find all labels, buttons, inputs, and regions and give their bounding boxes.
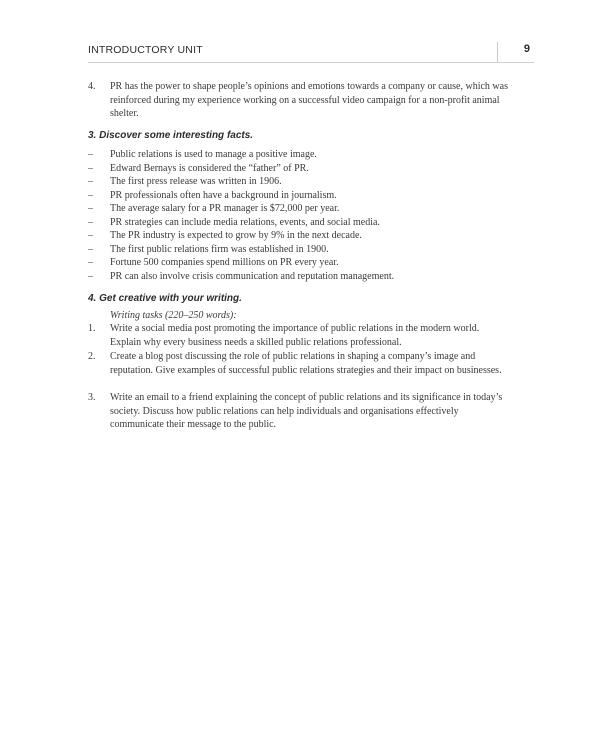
fact-text: PR can also involve crisis communication and reputation management. — [110, 270, 395, 282]
item-number: 4. — [88, 81, 96, 92]
page-number: 9 — [523, 43, 530, 55]
intro-list-item — [88, 80, 508, 122]
section-heading-facts: 3. Discover some interesting facts. — [88, 130, 254, 141]
bullet-dash: – — [88, 270, 93, 282]
task-number: 1. — [88, 323, 96, 334]
writing-tasks-label: Writing tasks (220–250 words): — [110, 310, 237, 321]
fact-text: The first public relations firm was established in 1900. — [110, 243, 329, 255]
bullet-dash: – — [88, 257, 93, 268]
task-text: Create a blog post discussing the role of public relations in shaping a company’s image and reputation. Give examples of successful public relations strategies and their impact on businesses. — [110, 351, 502, 376]
task-number: 3. — [88, 392, 96, 403]
bullet-dash: – — [88, 189, 93, 201]
task-text: Write an email to a friend explaining the concept of public relations and its significance in today’s society. Discuss how public relations can help individuals and organisations effectively communicate their message to the public. — [110, 392, 503, 430]
fact-item — [88, 148, 508, 161]
page-header — [88, 42, 534, 63]
fact-item — [88, 202, 508, 215]
bullet-dash: – — [88, 230, 93, 241]
bullet-dash: – — [88, 176, 93, 187]
bullet-dash: – — [88, 162, 93, 174]
fact-text: The first press release was written in 1906. — [110, 176, 282, 187]
writing-task-item — [88, 391, 508, 433]
fact-text: The PR industry is expected to grow by 9% in the next decade. — [110, 230, 362, 241]
fact-text: Fortune 500 companies spend millions on PR every year. — [110, 257, 339, 268]
header-divider — [497, 42, 498, 62]
fact-item — [88, 175, 508, 188]
bullet-dash: – — [88, 149, 93, 160]
fact-item — [88, 243, 508, 256]
bullet-dash: – — [88, 216, 93, 228]
writing-task-item — [88, 322, 508, 350]
fact-text: The average salary for a PR manager is $72,000 per year. — [110, 203, 340, 214]
fact-text: PR professionals often have a background in journalism. — [110, 189, 337, 201]
bullet-dash: – — [88, 203, 93, 214]
fact-text: Public relations is used to manage a positive image. — [110, 149, 317, 160]
writing-task-item — [88, 350, 508, 392]
fact-text: PR strategies can include media relations, events, and social media. — [110, 216, 380, 228]
item-text: PR has the power to shape people’s opinions and emotions towards a company or cause, which was reinforced during my experience working on a successful video campaign for a non-profit animal shelter. — [110, 81, 508, 119]
unit-title: INTRODUCTORY UNIT — [88, 44, 203, 56]
fact-item — [88, 162, 508, 175]
section-heading-writing: 4. Get creative with your writing. — [88, 293, 242, 304]
fact-item — [88, 189, 508, 202]
bullet-dash: – — [88, 243, 93, 255]
task-text: Write a social media post promoting the importance of public relations in the modern world. Explain why every business needs a skilled public relations professional. — [110, 323, 480, 348]
fact-item — [88, 229, 508, 242]
task-number: 2. — [88, 351, 96, 362]
fact-text: Edward Bernays is considered the “father” of PR. — [110, 162, 309, 174]
fact-item — [88, 216, 508, 229]
fact-item — [88, 256, 508, 269]
fact-item — [88, 270, 508, 283]
